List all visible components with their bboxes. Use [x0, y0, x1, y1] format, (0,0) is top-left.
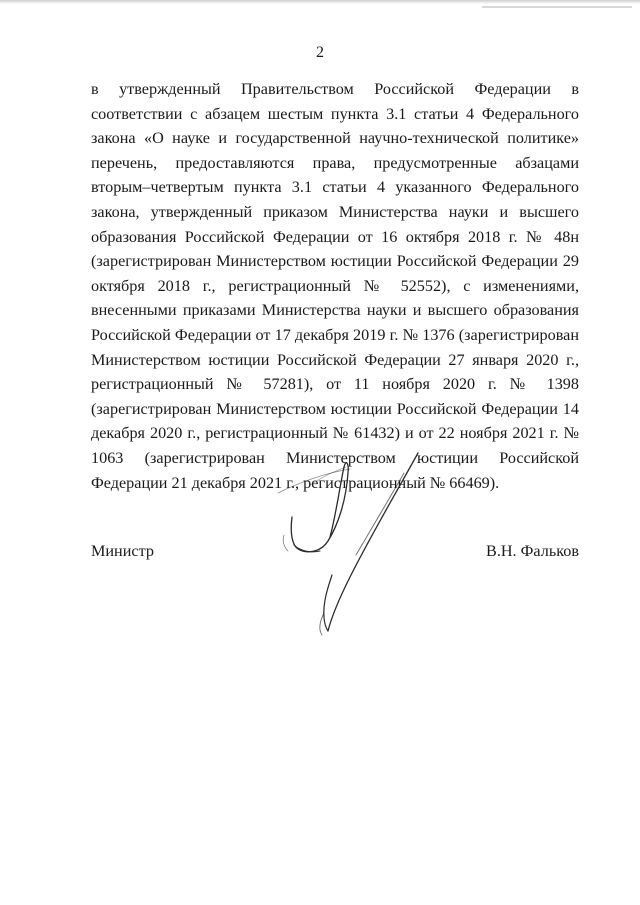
page-number: 2	[316, 44, 324, 61]
scan-mark	[482, 6, 632, 8]
signatory-name: В.Н. Фальков	[486, 542, 579, 560]
handwritten-signature-icon	[270, 445, 440, 640]
scan-top-edge	[0, 0, 640, 4]
body-paragraph: в утвержденный Правительством Российской Федерации в соответствии с абзацем шестым пункта 3.1 статьи 4 Федерального закона «О науке и государственной научно-технической политике» перечень, предоставляются права, предусмотренные абзацами вторым–четвертым пункта 3.1 статьи 4 указанного Федерального закона, утвержденный приказом Министерства науки и высшего образования Российской Федерации от 16 октября 2018 г. № 48н (зарегистрирован Министерством юстиции Российской Федерации 29 октября 2018 г., регистрационный № 52552), с изменениями, внесенными приказами Министерства науки и высшего образования Российской Федерации от 17 декабря 2019 г. № 1376 (зарегистрирован Министерством юстиции Российской Федерации 27 января 2020 г., регистрационный № 57281), от 11 ноября 2020 г. № 1398 (зарегистрирован Министерством юстиции Российской Федерации 14 декабря 2020 г., регистрационный № 61432) и от 22 ноября 2021 г. № 1063 (зарегистрирован Министерством юстиции Российской Федерации 21 декабря 2021 г., регистрационный № 66469).	[91, 80, 579, 492]
position-title: Министр	[91, 542, 154, 560]
